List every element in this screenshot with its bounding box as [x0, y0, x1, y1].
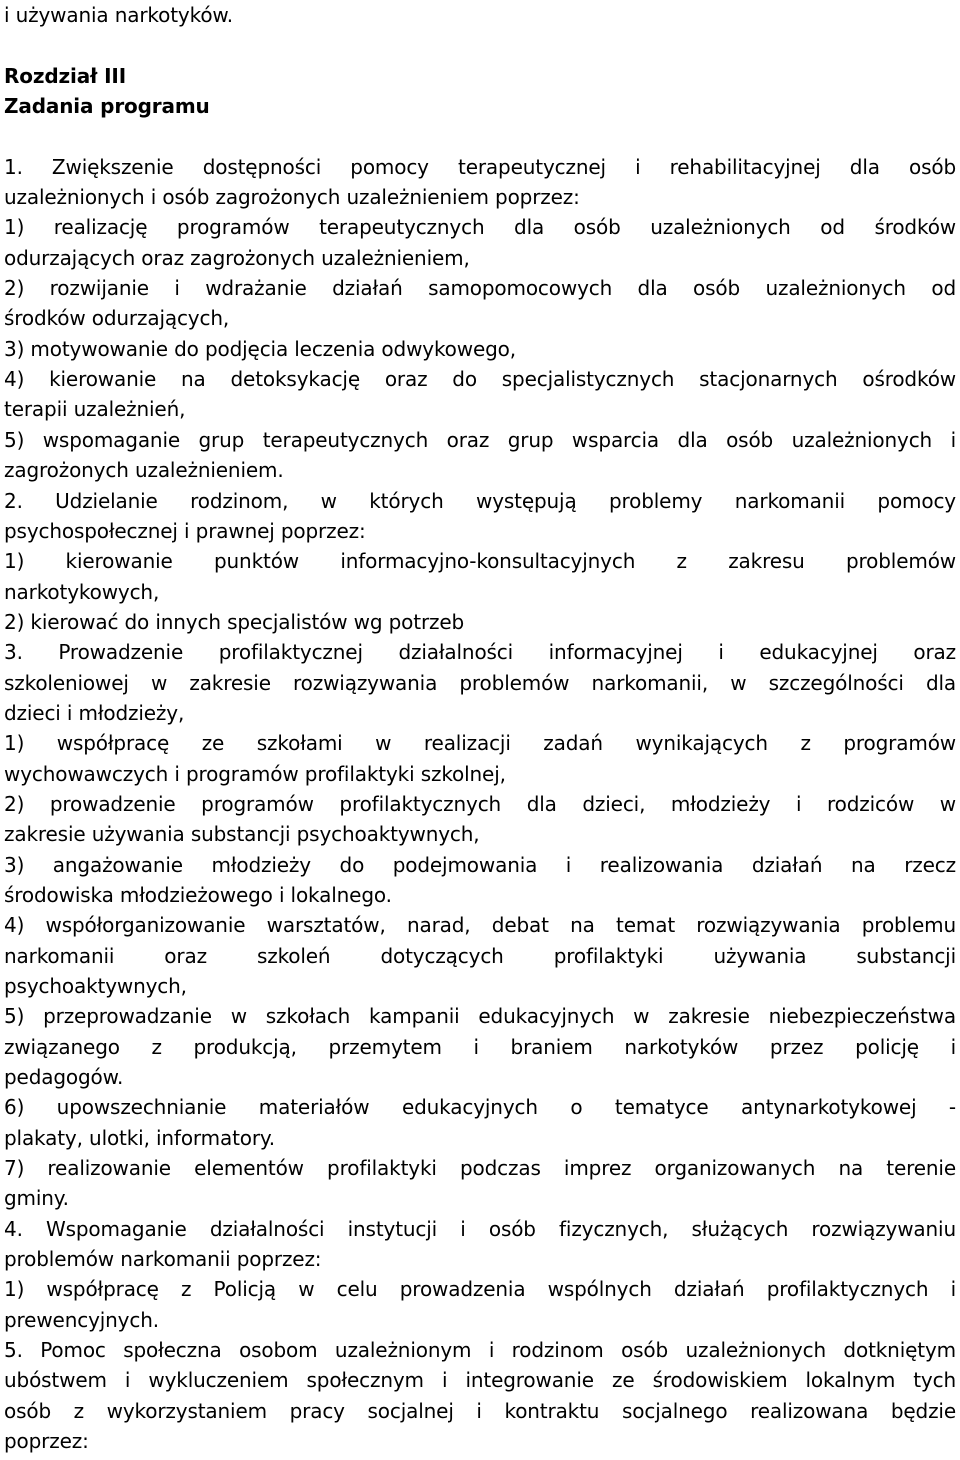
text-line: poprzez:	[4, 1429, 89, 1454]
text-line: psychoaktywnych,	[4, 974, 187, 998]
text-line: 2) kierować do innych specjalistów wg potrzeb	[4, 609, 465, 634]
chapter-number: Rozdział III	[4, 63, 126, 88]
text-line: 3. Prowadzenie profilaktycznej działalności informacyjnej i edukacyjnej oraz	[4, 640, 956, 665]
text-line: pedagogów.	[4, 1065, 124, 1090]
text-line: 1. Zwiększenie dostępności pomocy terapeutycznej i rehabilitacyjnej dla osób	[4, 154, 956, 179]
text-line: środków odurzających,	[4, 306, 230, 331]
text-line: 2) rozwijanie i wdrażanie działań samopomocowych dla osób uzależnionych od	[4, 276, 956, 301]
spacer	[4, 30, 956, 60]
text-line: 1) współpracę z Policją w celu prowadzenia wspólnych działań profilaktycznych i	[4, 1277, 956, 1302]
text-line: zagrożonych uzależnieniem.	[4, 458, 284, 483]
text-line: problemów narkomanii poprzez:	[4, 1247, 322, 1272]
text-line: psychospołecznej i prawnej poprzez:	[4, 518, 366, 543]
text-line: środowiska młodzieżowego i lokalnego.	[4, 882, 392, 907]
text-line: 6) upowszechnianie materiałów edukacyjnych o tematyce antynarkotykowej -	[4, 1095, 956, 1120]
document-body	[4, 152, 956, 1457]
text-line: 2. Udzielanie rodzinom, w których występują problemy narkomanii pomocy	[4, 488, 956, 513]
text-line: 1) współpracę ze szkołami w realizacji zadań wynikających z programów	[4, 731, 956, 756]
text-line: 5. Pomoc społeczna osobom uzależnionym i rodzinom osób uzależnionych dotkniętym	[4, 1338, 956, 1363]
spacer	[4, 121, 956, 151]
text-line: plakaty, ulotki, informatory.	[4, 1125, 275, 1150]
text-line: dzieci i młodzieży,	[4, 700, 185, 725]
text-line: terapii uzależnień,	[4, 397, 186, 422]
text-line: związanego z produkcją, przemytem i braniem narkotyków przez policję i	[4, 1034, 956, 1059]
text-line: 4. Wspomaganie działalności instytucji i osób fizycznych, służących rozwiązywaniu	[4, 1216, 956, 1241]
text-line: gminy.	[4, 1186, 69, 1211]
text-line: 7) realizowanie elementów profilaktyki podczas imprez organizowanych na terenie	[4, 1156, 956, 1181]
text-line: 5) przeprowadzanie w szkołach kampanii edukacyjnych w zakresie niebezpieczeństwa	[4, 1004, 956, 1029]
text-line: 4) kierowanie na detoksykację oraz do specjalistycznych stacjonarnych ośrodków	[4, 367, 956, 392]
text-line: zakresie używania substancji psychoaktywnych,	[4, 822, 480, 847]
text-line: szkoleniowej w zakresie rozwiązywania problemów narkomanii, w szczególności dla	[4, 670, 956, 695]
document-page	[4, 0, 956, 1457]
text-line: osób z wykorzystaniem pracy socjalnej i kontraktu socjalnego realizowana będzie	[4, 1398, 956, 1423]
text-line: wychowawczych i programów profilaktyki szkolnej,	[4, 761, 506, 786]
text-line: narkotykowych,	[4, 579, 160, 604]
text-line: 3) motywowanie do podjęcia leczenia odwykowego,	[4, 336, 516, 361]
text-line: 1) kierowanie punktów informacyjno-konsultacyjnych z zakresu problemów	[4, 549, 956, 574]
text-line: narkomanii oraz szkoleń dotyczących profilaktyki używania substancji	[4, 943, 956, 968]
text-line: prewencyjnych.	[4, 1307, 159, 1332]
text-line: 4) współorganizowanie warsztatów, narad, debat na temat rozwiązywania problemu	[4, 913, 956, 938]
chapter-title: Zadania programu	[4, 94, 210, 119]
text-line: 5) wspomaganie grup terapeutycznych oraz grup wsparcia dla osób uzależnionych i	[4, 427, 956, 452]
text-line: ubóstwem i wykluczeniem społecznym i integrowanie ze środowiskiem lokalnym tych	[4, 1368, 956, 1393]
text-line: 2) prowadzenie programów profilaktycznych dla dzieci, młodzieży i rodziców w	[4, 791, 956, 816]
text-line: uzależnionych i osób zagrożonych uzależnieniem poprzez:	[4, 185, 580, 210]
text-line: 1) realizację programów terapeutycznych dla osób uzależnionych od środków	[4, 215, 956, 240]
text-line: 3) angażowanie młodzieży do podejmowania i realizowania działań na rzecz	[4, 852, 956, 877]
intro-line: i używania narkotyków.	[4, 3, 234, 27]
text-line: odurzających oraz zagrożonych uzależnieniem,	[4, 245, 470, 270]
